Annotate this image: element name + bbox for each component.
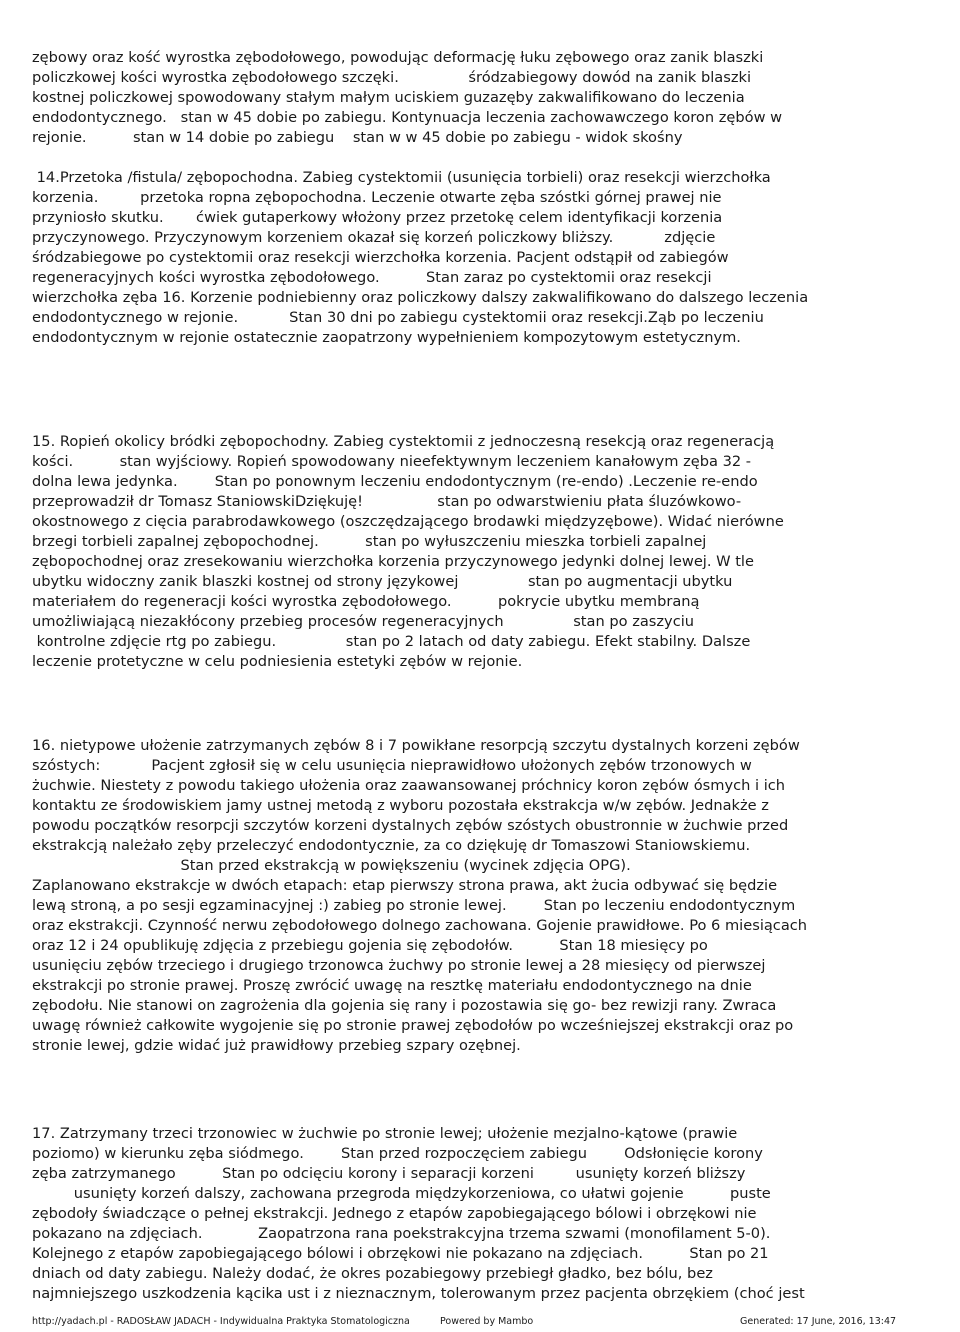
paragraph-line: żuchwie. Niestety z powodu takiego ułożenia oraz zaawansowanej próchnicy koron zębów ósmych i ich: [32, 777, 786, 794]
paragraph-line: przyczynowego. Przyczynowym korzeniem okazał się korzeń policzkowy bliższy. zdjęcie: [32, 229, 716, 246]
paragraph-line: materiałem do regeneracji kości wyrostka zębodołowego. pokrycie ubytku membraną: [32, 593, 700, 610]
paragraph-line: powodu początków resorpcji szczytów korzeni dystalnych zębów szóstych obustronnie w żuchwie przed: [32, 817, 789, 834]
paragraph-line: uwagę również całkowite wygojenie się po stronie prawej zębodołów po wcześniejszej ekstrakcji oraz po: [32, 1017, 794, 1034]
paragraph-line: zębopochodnej oraz zresekowaniu wierzchołka korzenia przyczynowego jedynki dolnej lewej. W tle: [32, 553, 754, 570]
footer-site-link[interactable]: http://yadach.pl - RADOSŁAW JADACH - Indywidualna Praktyka Stomatologiczna: [32, 1316, 410, 1327]
section-14-heading: 14.Przetoka /fistula/ zębopochodna. Zabieg cystektomii (usunięcia torbieli) oraz resekcji wierzchołka: [32, 169, 771, 186]
paragraph-line: oraz 12 i 24 opublikuję zdjęcia z przebiegu gojenia się zębodołów. Stan 18 miesięcy po: [32, 937, 708, 954]
paragraph-line: ekstrakcją należało zęby przeleczyć endodontycznie, za co dziękuję dr Tomaszowi Staniowskiemu.: [32, 837, 751, 854]
paragraph-line: kontrolne zdjęcie rtg po zabiegu. stan po 2 latach od daty zabiegu. Efekt stabilny. Dalsze: [32, 633, 751, 650]
paragraph-line: zębodołu. Nie stanowi on zagrożenia dla gojenia się rany i pozostawia się go- bez rewizji rany. Zwraca: [32, 997, 777, 1014]
paragraph-line: leczenie protetyczne w celu podniesienia estetyki zębów w rejonie.: [32, 653, 523, 670]
paragraph-line: zębodoły świadczące o pełnej ekstrakcji. Jednego z etapów zapobiegającego bólowi i obrzękowi nie: [32, 1205, 757, 1222]
paragraph-line: usunięciu zębów trzeciego i drugiego trzonowca żuchwy po stronie lewej a 28 miesięcy od pierwszej: [32, 957, 766, 974]
paragraph-line: dolna lewa jedynka. Stan po ponownym leczeniu endodontycznym (re-endo) .Leczenie re-endo: [32, 473, 758, 490]
paragraph-line: rejonie. stan w 14 dobie po zabiegu stan w w 45 dobie po zabiegu - widok skośny: [32, 129, 683, 146]
footer-generated-date: Generated: 17 June, 2016, 13:47: [740, 1316, 897, 1327]
paragraph-line: umożliwiającą niezakłócony przebieg procesów regeneracyjnych stan po zaszyciu: [32, 613, 695, 630]
paragraph-line: szóstych: Pacjent zgłosił się w celu usunięcia nieprawidłowo ułożonych zębów trzonowych w: [32, 757, 752, 774]
section-16-heading: 16. nietypowe ułożenie zatrzymanych zębów 8 i 7 powikłane resorpcją szczytu dystalnych korzeni zębów: [32, 737, 800, 754]
paragraph-line: zębowy oraz kość wyrostka zębodołowego, powodując deformację łuku zębowego oraz zanik blaszki: [32, 49, 764, 66]
paragraph-line: ubytku widoczny zanik blaszki kostnej od strony językowej stan po augmentacji ubytku: [32, 573, 733, 590]
paragraph-line: śródzabiegowe po cystektomii oraz resekcji wierzchołka korzenia. Pacjent odstąpił od zabiegów: [32, 249, 729, 266]
paragraph-line: przyniosło skutku. ćwiek gutaperkowy włożony przez przetokę celem identyfikacji korzenia: [32, 209, 723, 226]
paragraph-line: Kolejnego z etapów zapobiegającego bólowi i obrzękowi nie pokazano na zdjęciach. Stan po 21: [32, 1245, 769, 1262]
paragraph-line: kontaktu ze środowiskiem jamy ustnej metodą z wyboru pozostała ekstrakcja w/w zębów. Jednakże z: [32, 797, 769, 814]
paragraph-line: przeprowadził dr Tomasz StaniowskiDziękuję! stan po odwarstwieniu płata śluzówkowo-: [32, 493, 742, 510]
paragraph-line: lewą stroną, a po sesji egzaminacyjnej :) zabieg po stronie lewej. Stan po leczeniu endodontycznym: [32, 897, 796, 914]
footer-powered-by: Powered by Mambo: [440, 1316, 534, 1327]
paragraph-line: kości. stan wyjściowy. Ropień spowodowany nieefektywnym leczeniem kanałowym zęba 32 -: [32, 453, 752, 470]
paragraph-line: Stan przed ekstrakcją w powiększeniu (wycinek zdjęcia OPG).: [32, 857, 631, 874]
section-17-heading: 17. Zatrzymany trzeci trzonowiec w żuchwie po stronie lewej; ułożenie mezjalno-kątowe (prawie: [32, 1125, 738, 1142]
paragraph-line: dniach od daty zabiegu. Należy dodać, że okres pozabiegowy przebiegł gładko, bez bólu, bez: [32, 1265, 713, 1282]
paragraph-line: pokazano na zdjęciach. Zaopatrzona rana poekstrakcyjna trzema szwami (monofilament 5-0).: [32, 1225, 771, 1242]
paragraph-line: usunięty korzeń dalszy, zachowana przegroda międzykorzeniowa, co ułatwi gojenie puste: [32, 1185, 771, 1202]
paragraph-line: korzenia. przetoka ropna zębopochodna. Leczenie otwarte zęba szóstki górnej prawej nie: [32, 189, 722, 206]
paragraph-line: okostnowego z cięcia parabrodawkowego (oszczędzającego brodawki międzyzębowe). Widać nierówne: [32, 513, 784, 530]
paragraph-line: endodontycznego. stan w 45 dobie po zabiegu. Kontynuacja leczenia zachowawczego koron zębów w: [32, 109, 783, 126]
paragraph-line: endodontycznym w rejonie ostatecznie zaopatrzony wypełnieniem kompozytowym estetycznym.: [32, 329, 741, 346]
paragraph-line: najmniejszego uszkodzenia kącika ust i z nieznacznym, tolerowanym przez pacjenta obrzękiem (choć jest: [32, 1285, 805, 1302]
paragraph-line: zęba zatrzymanego Stan po odcięciu korony i separacji korzeni usunięty korzeń bliższy: [32, 1165, 746, 1182]
paragraph-line: stronie lewej, gdzie widać już prawidłowy przebieg szpary ozębnej.: [32, 1037, 521, 1054]
paragraph-line: Zaplanowano ekstrakcje w dwóch etapach: etap pierwszy strona prawa, akt żucia odbywać się będzie: [32, 877, 778, 894]
paragraph-line: brzegi torbieli zapalnej zębopochodnej. stan po wyłuszczeniu mieszka torbieli zapalnej: [32, 533, 707, 550]
paragraph-line: endodontycznego w rejonie. Stan 30 dni po zabiegu cystektomii oraz resekcji.Ząb po leczeniu: [32, 309, 764, 326]
paragraph-line: poziomo) w kierunku zęba siódmego. Stan przed rozpoczęciem zabiegu Odsłonięcie korony: [32, 1145, 763, 1162]
paragraph-line: ekstrakcji po stronie prawej. Proszę zwrócić uwagę na resztkę materiału endodontycznego na dnie: [32, 977, 752, 994]
paragraph-line: wierzchołka zęba 16. Korzenie podniebienny oraz policzkowy dalszy zakwalifikowano do dalszego leczenia: [32, 289, 809, 306]
paragraph-line: kostnej policzkowej spowodowany stałym małym uciskiem guzazęby zakwalifikowano do leczenia: [32, 89, 745, 106]
paragraph-line: policzkowej kości wyrostka zębodołowego szczęki. śródzabiegowy dowód na zanik blaszki: [32, 69, 752, 86]
paragraph-line: regeneracyjnych kości wyrostka zębodołowego. Stan zaraz po cystektomii oraz resekcji: [32, 269, 712, 286]
section-15-heading: 15. Ropień okolicy bródki zębopochodny. Zabieg cystektomii z jednoczesną resekcją oraz regeneracją: [32, 433, 775, 450]
paragraph-line: oraz ekstrakcji. Czynność nerwu zębodołowego dolnego zachowana. Gojenie prawidłowe. Po 6 miesiącach: [32, 917, 808, 934]
